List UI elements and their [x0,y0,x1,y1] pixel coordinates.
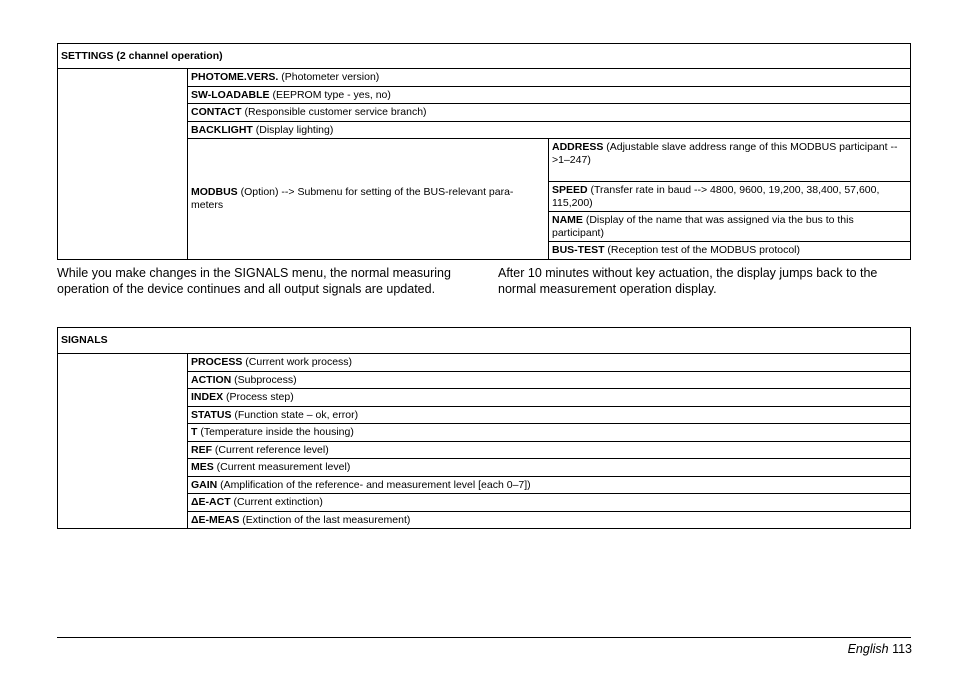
settings-header: SETTINGS (2 channel operation) [58,44,911,69]
settings-row [188,121,911,139]
row-key: INDEX [191,391,224,403]
row-desc: (Photometer version) [278,71,380,83]
row-key: REF [191,443,212,456]
row-key: MES [191,461,214,473]
sub-desc: (Reception test of the MODBUS protocol) [604,244,800,256]
row-desc: (Temperature inside the housing) [197,426,354,438]
sub-key: NAME [552,214,583,226]
signals-header: SIGNALS [58,328,911,354]
sub-desc: (Display of the name that was assigned via the bus to this participant) [552,214,854,239]
signals-spacer-cell [58,354,188,529]
signals-row [188,494,911,512]
sub-desc: (Adjustable slave address range of this MODBUS participant -->1–247) [552,141,898,166]
row-desc: (Display lighting) [252,123,334,136]
settings-row [188,69,911,87]
signals-note-paragraph: While you make changes in the SIGNALS menu, the normal measuring operation of the device continues and all output signals are updated. [57,266,451,296]
signals-table [57,327,911,529]
row-key: STATUS [191,408,232,421]
row-key: ACTION [191,373,232,386]
row-desc: (Function state – ok, error) [231,408,359,421]
signals-row [188,371,911,389]
row-desc: (Amplification of the reference- and measurement level [each 0–7]) [217,478,531,491]
row-desc: (Current measurement level) [213,461,351,473]
row-key: PROCESS [191,356,243,368]
sub-desc: (Transfer rate in baud --> 4800, 9600, 19,200, 38,400, 57,600, 115,200) [552,184,880,209]
row-key: T [191,426,198,438]
row-desc: (Subprocess) [231,373,297,386]
footer-language: English [847,642,889,656]
page-footer [848,642,912,656]
signals-row [188,389,911,407]
signals-row [188,476,911,494]
settings-row [188,104,911,122]
modbus-sub-row [549,182,911,212]
settings-spacer-cell [58,69,188,260]
settings-row [188,86,911,104]
row-key: GAIN [191,478,218,491]
timeout-note-paragraph: After 10 minutes without key actuation, the display jumps back to the normal measurement operation display. [498,266,878,296]
signals-row [188,424,911,442]
footer-divider [57,637,911,638]
page-number: 113 [892,642,912,656]
row-desc: (Current extinction) [230,496,323,508]
signals-row [188,441,911,459]
row-key: CONTACT [191,106,242,118]
signals-row [188,459,911,477]
row-desc: (Process step) [223,391,294,403]
modbus-sub-row [549,139,911,182]
modbus-key: MODBUS [191,186,238,199]
row-desc: (EEPROM type - yes, no) [269,88,391,101]
row-key: SW-LOADABLE [191,88,270,101]
row-desc: (Extinction of the last measurement) [239,513,411,526]
signals-row [188,354,911,372]
sub-key: BUS-TEST [552,244,605,256]
row-desc: (Current work process) [242,356,353,368]
modbus-sub-row [549,242,911,260]
modbus-cell [188,139,549,260]
row-key: ΔE-MEAS [191,513,240,526]
modbus-sub-row [549,212,911,242]
row-key: PHOTOME.VERS. [191,71,279,83]
row-desc: (Responsible customer service branch) [241,106,427,118]
settings-table [57,43,911,260]
signals-row [188,511,911,529]
signals-row [188,406,911,424]
sub-key: SPEED [552,184,588,196]
row-key: ΔE-ACT [191,496,231,508]
row-key: BACKLIGHT [191,123,253,136]
modbus-desc: (Option) --> Submenu for setting of the BUS-relevant para-meters [191,186,514,211]
row-desc: (Current reference level) [212,443,329,456]
sub-key: ADDRESS [552,141,604,153]
